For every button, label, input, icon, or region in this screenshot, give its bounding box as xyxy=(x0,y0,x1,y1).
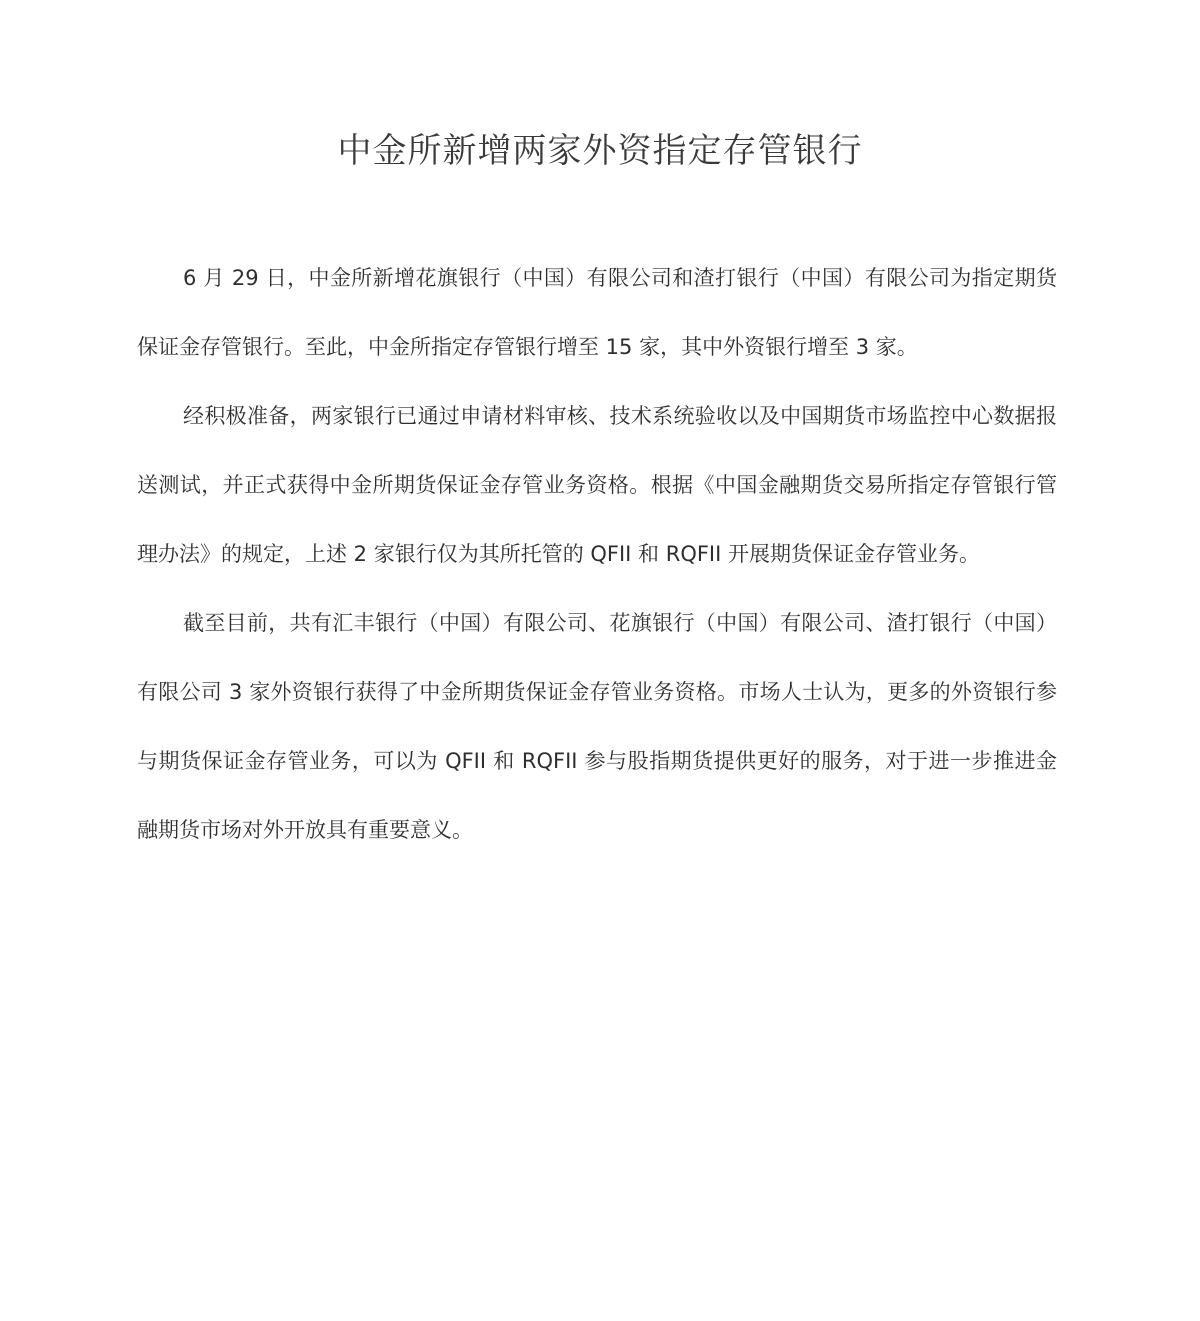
paragraph-1: 6 月 29 日，中金所新增花旗银行（中国）有限公司和渣打银行（中国）有限公司为指定期货保证金存管银行。至此，中金所指定存管银行增至 15 家，其中外资银行增至 3 家。 xyxy=(137,266,1057,359)
paragraph-2: 经积极准备，两家银行已通过申请材料审核、技术系统验收以及中国期货市场监控中心数据报送测试，并正式获得中金所期货保证金存管业务资格。根据《中国金融期货交易所指定存管银行管理办法》的规定，上述 2 家银行仅为其所托管的 QFII 和 RQFII 开展期货保证金存管业务。 xyxy=(137,404,1057,566)
paragraph-3: 截至目前，共有汇丰银行（中国）有限公司、花旗银行（中国）有限公司、渣打银行（中国）有限公司 3 家外资银行获得了中金所期货保证金存管业务资格。市场人士认为，更多的外资银行参与期货保证金存管业务，可以为 QFII 和 RQFII 参与股指期货提供更好的服务，对于进一步推进金融期货市场对外开放具有重要意义。 xyxy=(137,611,1057,842)
article-body xyxy=(137,244,1057,865)
article-title: 中金所新增两家外资指定存管银行 xyxy=(337,131,863,171)
